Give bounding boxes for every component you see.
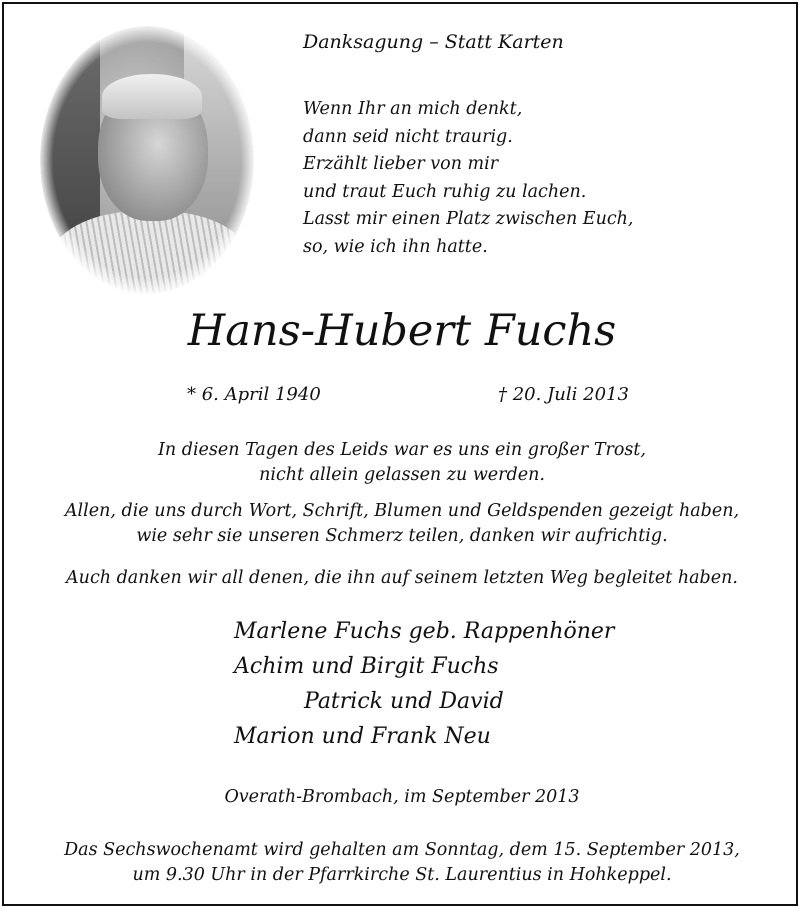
deceased-name: Hans-Hubert Fuchs [187,306,617,356]
thanks-line: Auch danken wir all denen, die ihn auf seinem letzten Weg begleitet haben. [66,568,738,588]
thanks-paragraph-3 [4,566,800,591]
poem-line: und traut Euch ruhig zu lachen. [303,181,587,202]
poem-line: Wenn Ihr an mich denkt, [303,99,523,119]
thanks-line: In diesen Tagen des Leids war es uns ein großer Trost, [158,440,646,460]
thanks-line: nicht allein gelassen zu werden. [259,465,545,485]
poem-line: dann seid nicht traurig. [303,126,513,147]
poem-line: Lasst mir einen Platz zwischen Euch, [303,209,634,229]
signatory: Achim und Birgit Fuchs [234,654,499,679]
thanks-line: wie sehr sie unseren Schmerz teilen, danken wir aufrichtig. [136,526,668,546]
service-line: um 9.30 Uhr in der Pfarrkirche St. Laurentius in Hohkeppel. [132,865,672,885]
portrait-photo [40,26,254,294]
signatory: Patrick und David [304,689,504,714]
service-line: Das Sechswochenamt wird gehalten am Sonntag, dem 15. September 2013, [64,840,740,860]
birth-date: * 6. April 1940 [187,384,321,405]
service-announcement [4,838,800,888]
signatory: Marion und Frank Neu [234,724,491,749]
thanks-line: Allen, die uns durch Wort, Schrift, Blumen und Geldspenden gezeigt haben, [64,501,740,521]
notice-heading: Danksagung – Statt Karten [303,31,564,53]
thanks-paragraph-1 [4,438,800,488]
poem [303,96,633,261]
place-date: Overath-Brombach, im September 2013 [224,787,580,807]
poem-line: Erzählt lieber von mir [303,154,499,174]
signatory: Marlene Fuchs geb. Rappenhöner [234,619,615,644]
poem-line: so, wie ich ihn hatte. [303,236,488,257]
obituary-notice [2,2,798,906]
thanks-paragraph-2 [4,499,800,549]
death-date: † 20. Juli 2013 [498,384,629,405]
